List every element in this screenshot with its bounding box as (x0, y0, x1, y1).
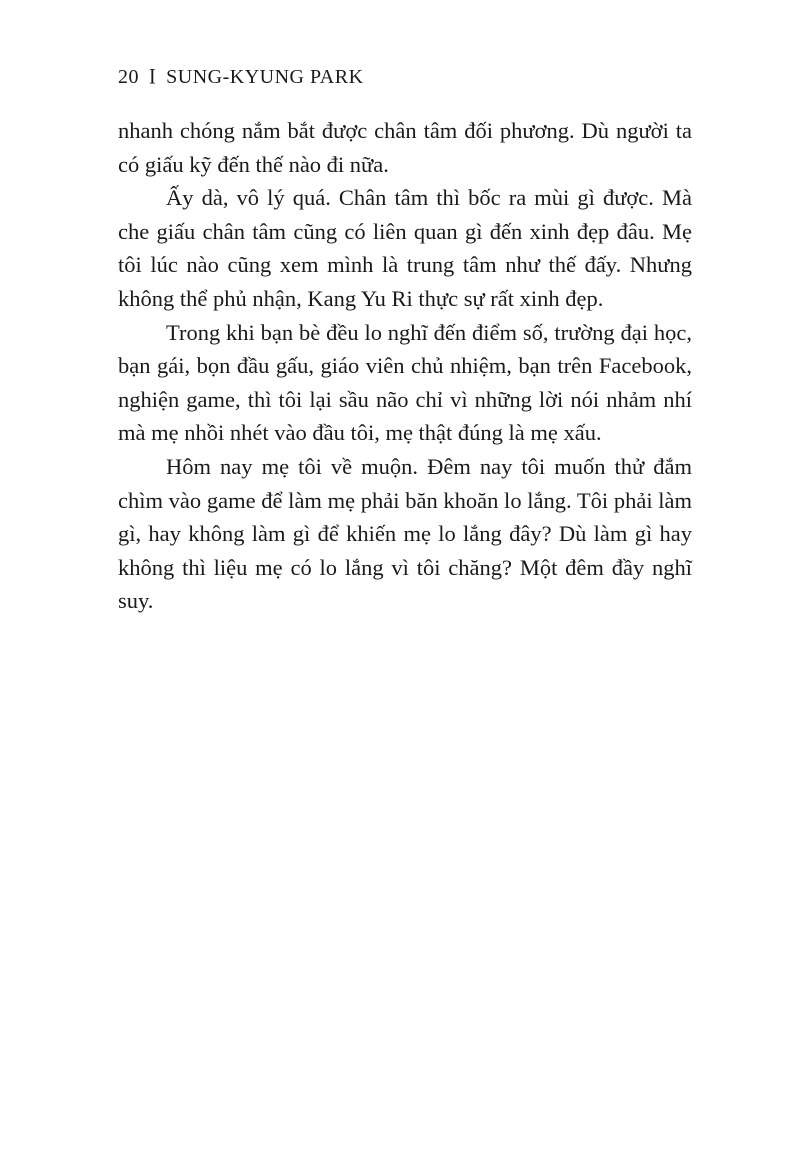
paragraph-1: nhanh chóng nắm bắt được chân tâm đối phương. Dù người ta có giấu kỹ đến thế nào đi nữa. (118, 118, 692, 177)
author-name: SUNG-KYUNG PARK (166, 66, 364, 88)
page-body (118, 114, 692, 618)
paragraph-2: Ấy dà, vô lý quá. Chân tâm thì bốc ra mùi gì được. Mà che giấu chân tâm cũng có liên quan gì đến xinh đẹp đâu. Mẹ tôi lúc nào cũng xem mình là trung tâm như thế đấy. Nhưng không thể phủ nhận, Kang Yu Ri thực sự rất xinh đẹp. (118, 185, 692, 311)
paragraph-4: Hôm nay mẹ tôi về muộn. Đêm nay tôi muốn thử đắm chìm vào game để làm mẹ phải băn khoăn lo lắng. Tôi phải làm gì, hay không làm gì để khiến mẹ lo lắng đây? Dù làm gì hay không thì liệu mẹ có lo lắng vì tôi chăng? Một đêm đầy nghĩ suy. (118, 453, 692, 614)
page-number: 20 (118, 66, 139, 88)
paragraph-3: Trong khi bạn bè đều lo nghĩ đến điểm số, trường đại học, bạn gái, bọn đầu gấu, giáo viên chủ nhiệm, bạn trên Facebook, nghiện game, thì tôi lại sầu não chỉ vì những lời nói nhảm nhí mà mẹ nhồi nhét vào đầu tôi, mẹ thật đúng là mẹ xấu. (118, 319, 692, 446)
header-separator: I (149, 64, 157, 90)
running-header (118, 66, 364, 89)
